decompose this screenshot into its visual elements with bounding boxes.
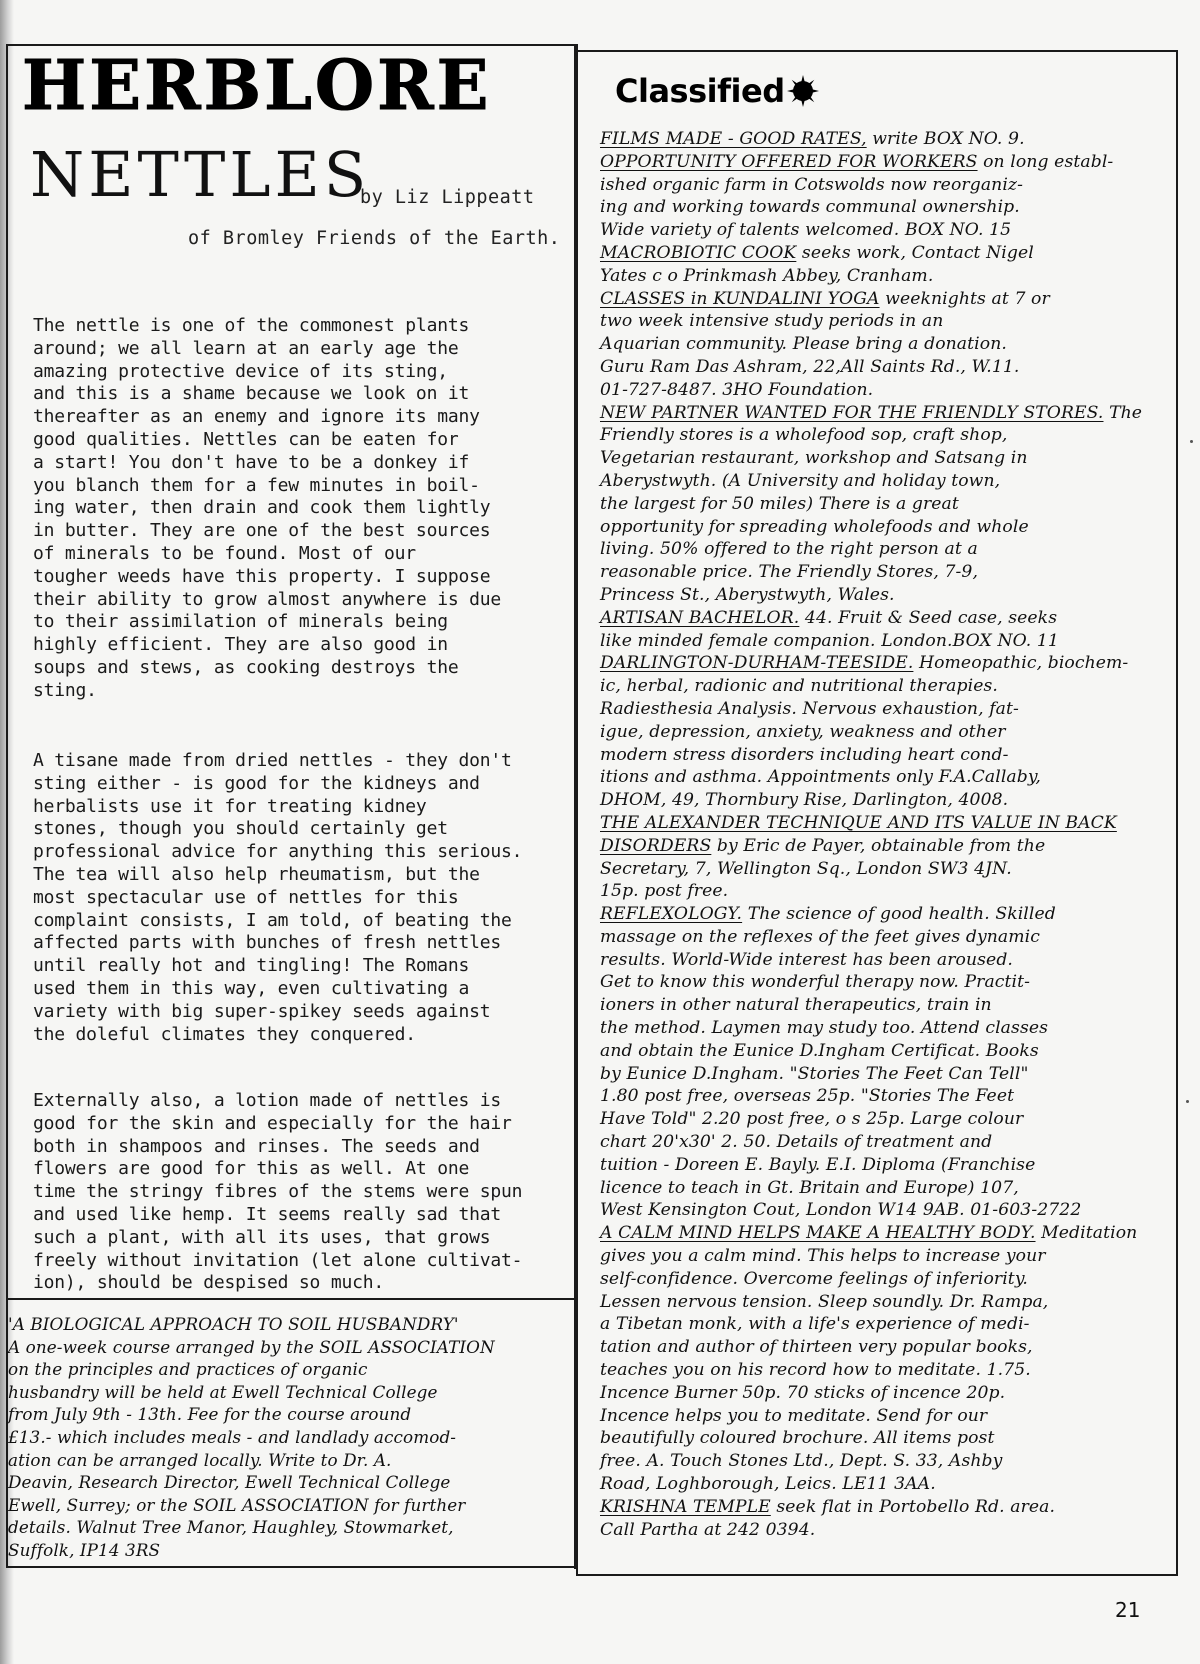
classified-ad-body: seek flat in Portobello Rd. area. Call Partha at 242 0394. (600, 1496, 1056, 1540)
classified-ad (600, 128, 1168, 151)
classified-ad (600, 1496, 1168, 1542)
classified-ad (600, 903, 1168, 1222)
classified-ad-body: write BOX NO. 9. (866, 129, 1025, 149)
page-number: 21 (1115, 1598, 1141, 1622)
classified-ad (600, 652, 1168, 812)
scan-speck (1190, 440, 1193, 443)
classified-ad-body: by Eric de Payer, obtainable from the Secretary, 7, Wellington Sq., London SW3 4JN. 15p. post free. (600, 835, 1046, 902)
article-title: NETTLES (30, 138, 371, 211)
herblore-banner: HERBLORE (22, 46, 492, 126)
sunburst-icon (787, 75, 819, 107)
classified-ad-body: The Friendly stores is a wholefood sop, craft shop, Vegetarian restaurant, workshop and Satsang in Aberystwyth. (A University and holiday town, the largest for 50 miles) There is a great opportunity for spreading wholefoods and whole living. 50% offered to the right person at a reasonable price. The Friendly Stores, 7-9, Princess St., Aberystwyth, Wales. (600, 402, 1143, 605)
classified-ad-heading: A CALM MIND HELPS MAKE A HEALTHY BODY. (600, 1223, 1036, 1244)
classified-ad-body: The science of good health. Skilled massage on the reflexes of the feet gives dynamic results. World-Wide interest has been aroused. Get to know this wonderful therapy now. Practit- ioners in other natural therapeutics, train in the method. Laymen may study too. Attend classes and obtain the Eunice D.Ingham Certificat. Books by Eunice D.Ingham. "Stories The Feet Can Tell" 1.80 post free, overseas 25p. "Stories The Feet Have Told" 2.20 post free, o s 25p. Large colour chart 20'x30' 2. 50. Details of treatment and tuition - Doreen E. Bayly. E.I. Diploma (Franchise licence to teach in Gt. Britain and Europe) 107, West Kensington Cout, London W14 9AB. 01-603-2722 (600, 904, 1082, 1221)
classified-ad (600, 402, 1168, 607)
classified-ad (600, 1222, 1168, 1496)
classified-ad-body: weeknights at 7 or two week intensive study periods in an Aquarian community. Please bring a donation. Guru Ram Das Ashram, 22,All Saints Rd., W.11. 01-727-8487. 3HO Foundation. (600, 288, 1050, 400)
classified-ad (600, 607, 1168, 653)
article-paragraph: The nettle is one of the commonest plants around; we all learn at an early age the amazing protective device of its sting, and this is a shame because we look on it thereafter as an enemy and ignore its many good qualities. Nettles can be eaten for a start! You don't have to be a donkey if you blanch them for a few minutes in boil- ing water, then drain and cook them lightly in butter. They are one of the best sources of minerals to be found. Most of our tougher weeds have this property. I suppose their ability to grow almost anywhere is due to their assimilation of minerals being highly efficient. They are also good in soups and stews, as cooking destroys the sting. (33, 315, 502, 701)
classified-ad-heading: NEW PARTNER WANTED FOR THE FRIENDLY STORES. (600, 402, 1104, 423)
classified-ad (600, 242, 1168, 288)
classified-ad-body: seeks work, Contact Nigel Yates c o Prinkmash Abbey, Cranham. (600, 242, 1034, 286)
classified-ad-heading: MACROBIOTIC COOK (600, 242, 797, 263)
classified-ad (600, 288, 1168, 402)
classified-ad-body: Meditation gives you a calm mind. This helps to increase your self-confidence. Overcome feelings of inferiority. Lessen nervous tension. Sleep soundly. Dr. Rampa, a Tibetan monk, with a life's experience of medi- tation and author of thirteen very popular books, teaches you on his record how to meditate. 1.75. Incence Burner 50p. 70 sticks of incence 20p. Incence helps you to meditate. Send for our beautifully coloured brochure. All items post free. A. Touch Stones Ltd., Dept. S. 33, Ashby Road, Loghborough, Leics. LE11 3AA. (600, 1223, 1138, 1495)
soil-association-notice: 'A BIOLOGICAL APPROACH TO SOIL HUSBANDRY' A one-week course arranged by the SOIL ASSOCIATION on the principles and practices of organic husbandry will be held at Ewell Technical College from July 9th - 13th. Fee for the course around £13.- which includes meals - and landlady accomod- ation can be arranged locally. Write to Dr. A. Deavin, Research Director, Ewell Technical College Ewell, Surrey; or the SOIL ASSOCIATION for further details. Walnut Tree Manor, Haughley, Stowmarket, Suffolk, IP14 3RS (8, 1314, 495, 1560)
classified-ad-body: on long establ- ished organic farm in Cotswolds now reorganiz- ing and working towards communal ownership. Wide variety of talents welcomed. BOX NO. 15 (600, 151, 1114, 241)
article-paragraph: A tisane made from dried nettles - they don't sting either - is good for the kidneys and herbalists use it for treating kidney stones, though you should certainly get professional advice for anything this serious. The tea will also help rheumatism, but the most spectacular use of nettles for this complaint consists, I am told, of beating the affected parts with bunches of fresh nettles until really hot and tingling! The Romans used them in this way, even cultivating a variety with big super-spikey seeds against the doleful climates they conquered. (33, 750, 523, 1045)
classified-ads-list (600, 128, 1168, 1541)
classified-ad-heading: ARTISAN BACHELOR. (600, 607, 800, 628)
classified-ad (600, 151, 1168, 242)
classified-ad-heading: CLASSES in KUNDALINI YOGA (600, 288, 880, 309)
author-affiliation: of Bromley Friends of the Earth. (188, 228, 561, 249)
classified-ad (600, 812, 1168, 903)
classified-ad-heading: OPPORTUNITY OFFERED FOR WORKERS (600, 151, 978, 172)
classified-title: Classified (615, 72, 785, 110)
classified-heading (615, 72, 819, 110)
classified-ad-heading: KRISHNA TEMPLE (600, 1496, 771, 1517)
scan-speck (1186, 1100, 1189, 1103)
classified-ad-heading: FILMS MADE - GOOD RATES, (600, 129, 867, 149)
article-byline: by Liz Lippeatt (360, 187, 535, 208)
classified-ad-body: 44. Fruit & Seed case, seeks like minded female companion. London.BOX NO. 11 (600, 607, 1059, 651)
article-paragraph: Externally also, a lotion made of nettles is good for the skin and especially for the hair both in shampoos and rinses. The seeds and flowers are good for this as well. At one time the stringy fibres of the stems were spun and used like hemp. It seems really sad that such a plant, with all its uses, that grows freely without invitation (let alone cultivat- ion), should be despised so much. (33, 1090, 523, 1294)
classified-ad-heading: REFLEXOLOGY. (600, 904, 743, 925)
column-divider (574, 44, 577, 1569)
classified-ad-body: Homeopathic, biochem- ic, herbal, radionic and nutritional therapies. Radiesthesia Analysis. Nervous exhaustion, fat- igue, depression, anxiety, weakness and other modern stress disorders including heart cond- itions and asthma. Appointments only F.A.Callaby, DHOM, 49, Thornbury Rise, Darlington, 4008. (600, 653, 1129, 811)
classified-ad-heading: DARLINGTON-DURHAM-TEESIDE. (600, 653, 914, 674)
classified-ad-heading: THE ALEXANDER TECHNIQUE AND ITS VALUE IN BACK DISORDERS (600, 812, 1117, 856)
